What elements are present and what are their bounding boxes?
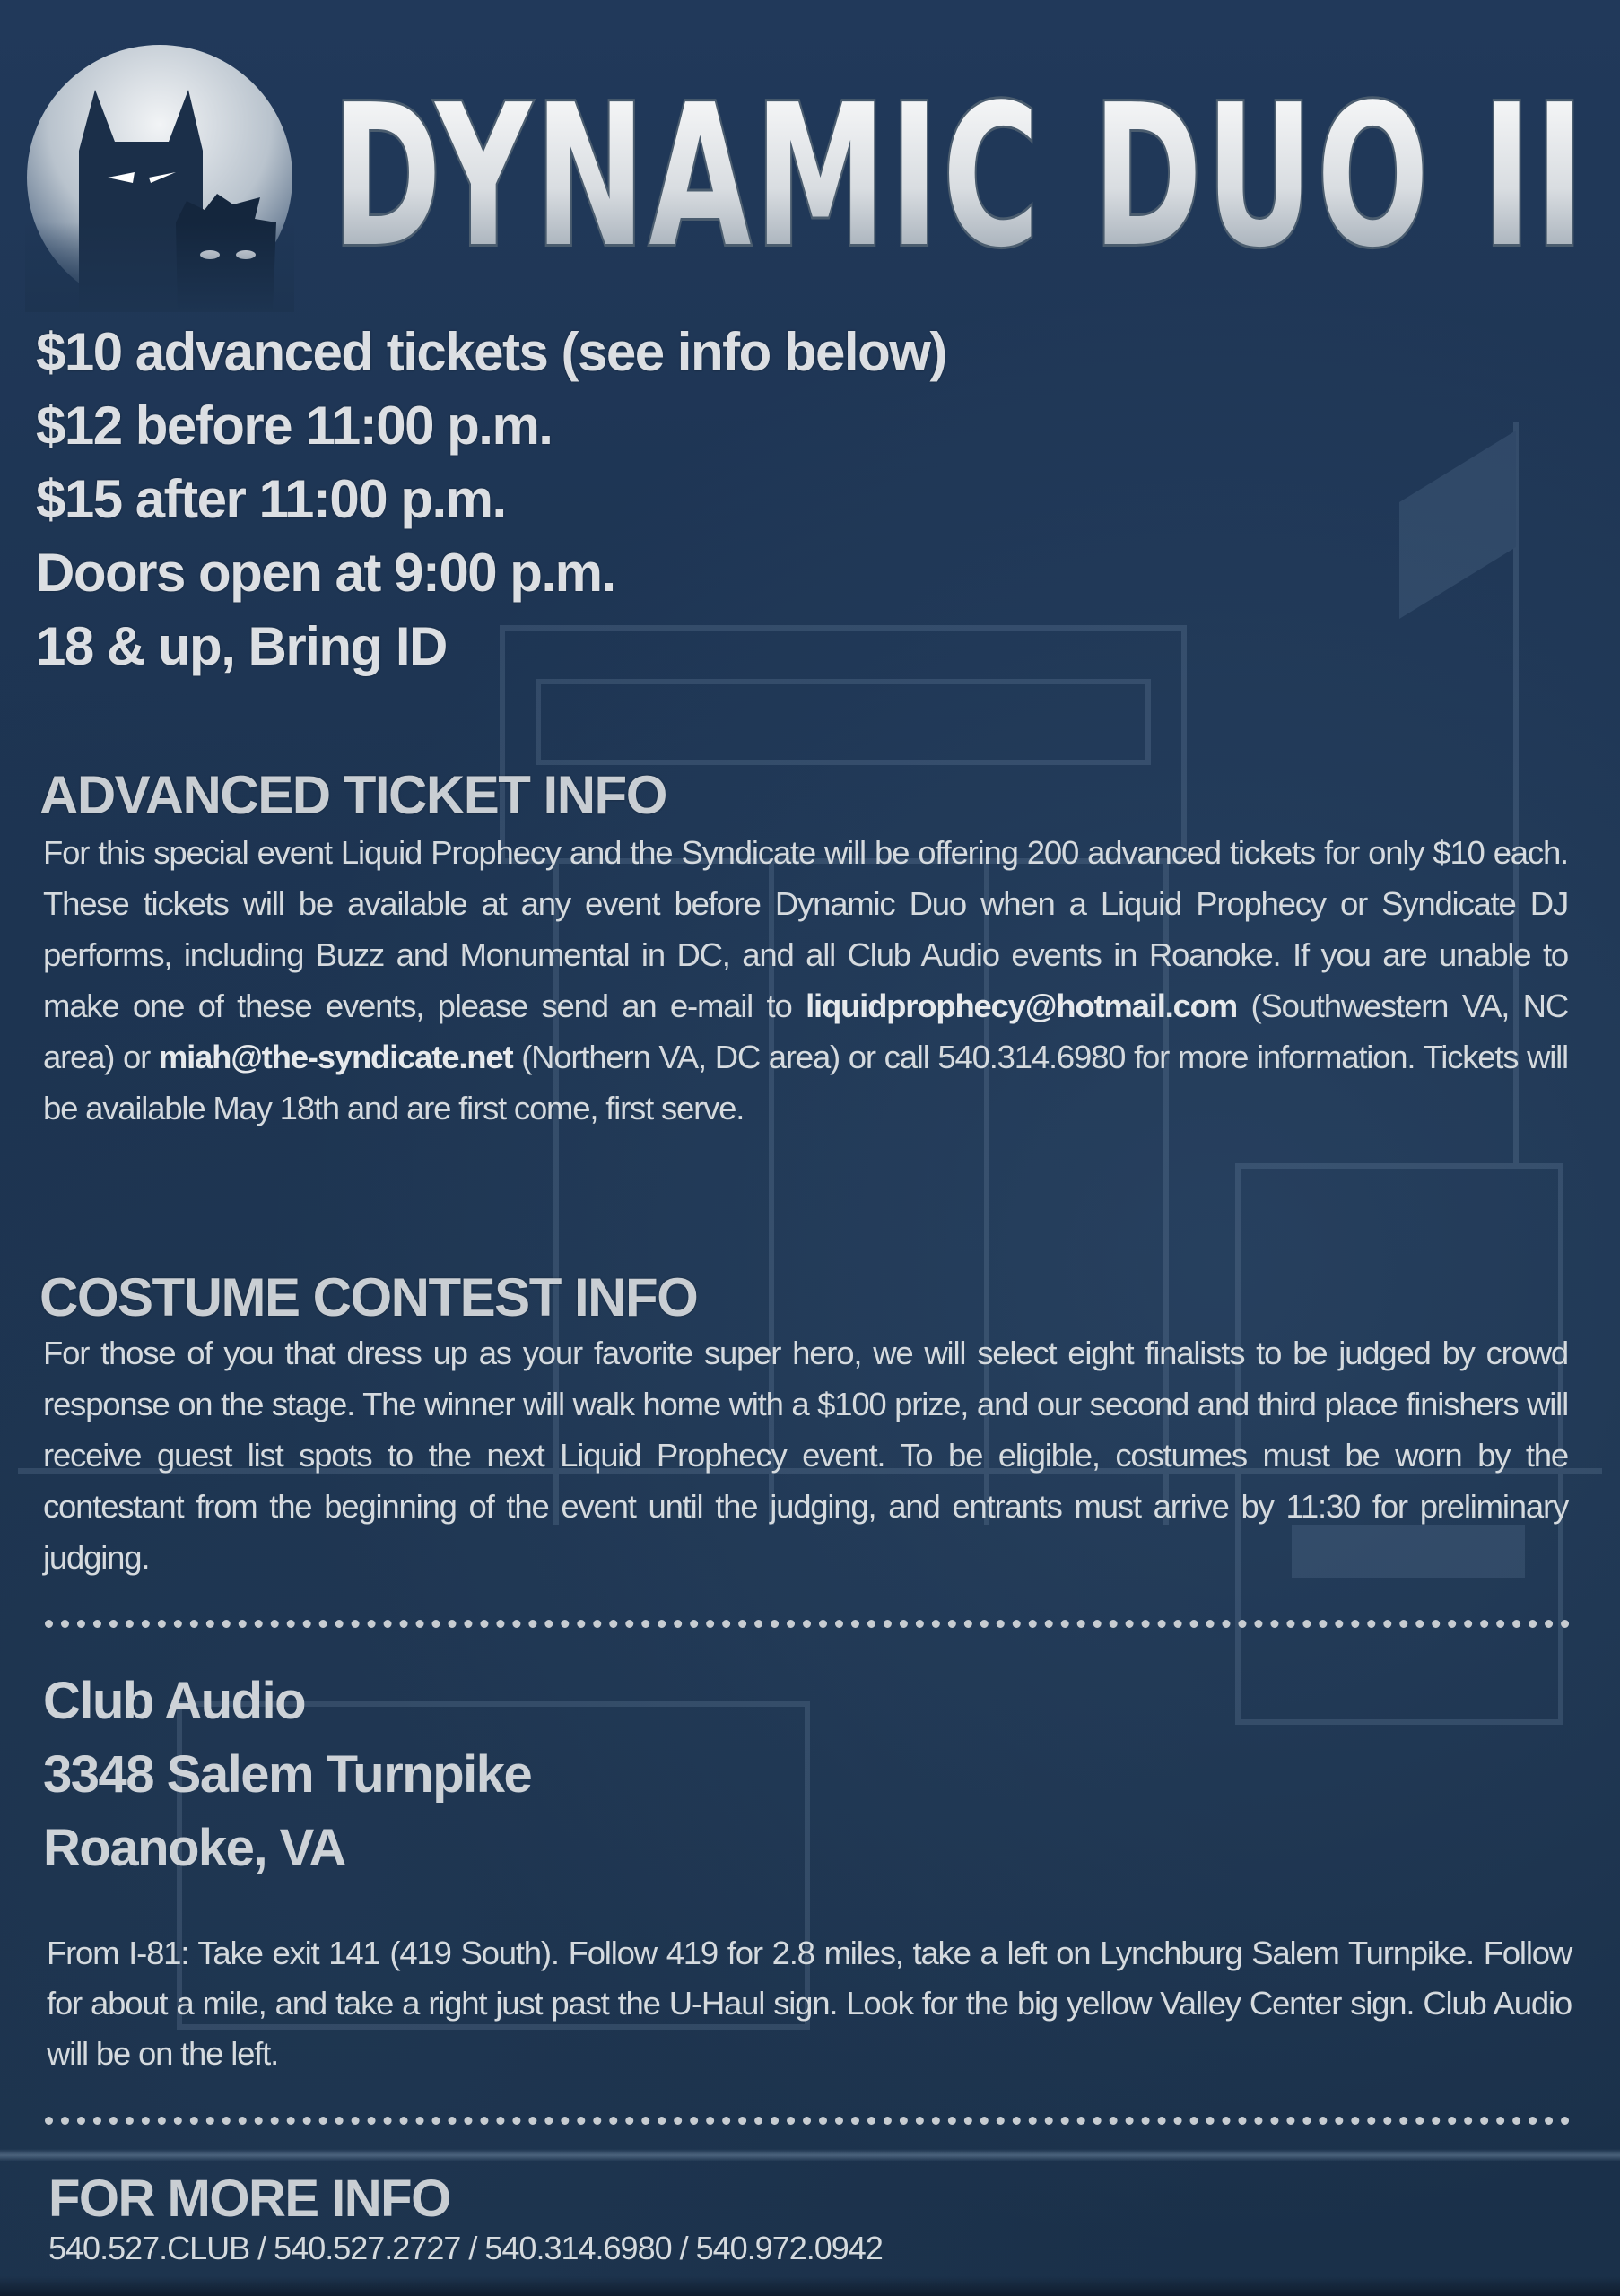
venue-city: Roanoke, VA	[43, 1819, 345, 1877]
age-requirement: 18 & up, Bring ID	[36, 616, 447, 676]
dotted-divider-1	[45, 1620, 1570, 1637]
venue-address	[43, 1665, 940, 1885]
email-liquidprophecy[interactable]: liquidprophecy@hotmail.com	[806, 987, 1238, 1024]
hero-silhouette-logo	[25, 43, 294, 312]
costume-contest-text: For those of you that dress up as your favorite super hero, we will select eight finalists to be judged by crowd response on the stage. The winner will walk home with a $100 prize, and our second and third place finishers will receive guest list spots to the next Liquid Prophecy event. To be eligible, costumes must be worn by the contestant from the beginning of the event until the judging, and entrants must arrive by 11:30 for preliminary judging.	[43, 1335, 1568, 1576]
flyer-title	[323, 20, 1597, 307]
price-after-11: $15 after 11:00 p.m.	[36, 469, 506, 529]
paper-crease	[0, 2149, 1620, 2161]
phone-numbers: 540.527.CLUB / 540.527.2727 / 540.314.6980 / 540.972.0942	[48, 2230, 883, 2266]
advanced-text-1: For this special event Liquid Prophecy and the Syndicate will be offering 200 advanced tickets for only $10 each. These tickets will be available at any event before Dynamic Duo when a Liquid Prophecy or Syndicate DJ performs, including Buzz and Monumental in DC, and all Club Audio events in Roanoke. If you are unable to make one of these events, please send an e-mail to	[43, 834, 1568, 1024]
advanced-ticket-text	[43, 827, 1568, 1134]
email-syndicate[interactable]: miah@the-syndicate.net	[158, 1039, 513, 1075]
driving-directions: From I-81: Take exit 141 (419 South). Follow 419 for 2.8 miles, take a left on Lynchburg Salem Turnpike. Follow for about a mile, and take a right just past the U-Haul sign. Look for the big yellow Valley Center sign. Club Audio will be on the left.	[47, 1935, 1572, 2072]
title-text: DYNAMIC DUO II	[332, 64, 1588, 291]
dotted-divider-2	[45, 2117, 1570, 2134]
doors-open: Doors open at 9:00 p.m.	[36, 543, 615, 603]
price-before-11: $12 before 11:00 p.m.	[36, 396, 553, 456]
advanced-text-3: (Northern VA, DC area) or call 540.314.6980 for more information. Tickets will be available May 18th and are first come, first serve.	[43, 1039, 1568, 1126]
advanced-ticket-heading: ADVANCED TICKET INFO	[39, 765, 666, 825]
venue-name: Club Audio	[43, 1672, 306, 1730]
more-info-heading: FOR MORE INFO	[48, 2170, 450, 2228]
venue-street: 3348 Salem Turnpike	[43, 1745, 532, 1804]
price-list	[36, 316, 1381, 683]
advanced-text-2: (Southwestern VA, NC area) or	[43, 987, 1568, 1075]
costume-contest-heading: COSTUME CONTEST INFO	[39, 1267, 698, 1327]
bottom-edge-shadow	[0, 2276, 1620, 2296]
price-advanced: $10 advanced tickets (see info below)	[36, 322, 946, 382]
